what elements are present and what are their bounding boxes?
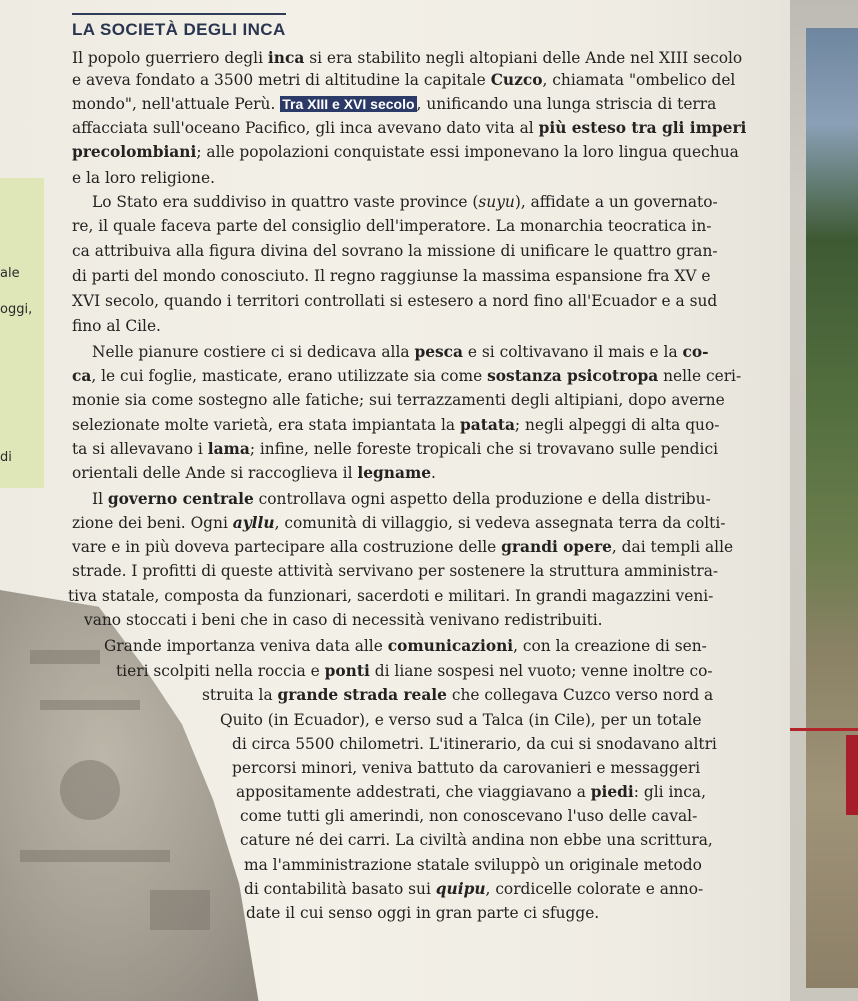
margin-note: ale <box>0 266 20 281</box>
text-run: monie sia come sostegno alle fatiche; sui terrazzamenti degli altipiani, dopo averne <box>72 391 725 409</box>
bold-term: co- <box>682 343 709 361</box>
text-line <box>246 903 599 923</box>
red-tab <box>846 735 858 815</box>
bold-term: più esteso tra gli imperi <box>538 119 747 137</box>
bold-term: piedi <box>590 783 634 801</box>
text-run: Il popolo guerriero degli <box>72 49 268 67</box>
text-run: fino al Cile. <box>72 317 161 335</box>
text-line <box>84 610 603 630</box>
text-line <box>72 168 215 188</box>
text-line <box>72 316 161 336</box>
text-line <box>92 192 718 212</box>
text-run: e la loro religione. <box>72 169 215 187</box>
text-run: Lo Stato era suddiviso in quattro vaste province ( <box>92 193 479 211</box>
text-line <box>244 855 702 875</box>
bold-term: ayllu <box>232 514 275 532</box>
text-line <box>232 734 717 754</box>
text-line <box>72 537 733 557</box>
text-run: di contabilità basato sui <box>244 880 436 898</box>
bold-term: patata <box>460 416 515 434</box>
text-line <box>92 489 711 509</box>
text-line <box>116 661 713 681</box>
text-run: strade. I profitti di queste attività servivano per sostenere la struttura amministra- <box>72 562 719 580</box>
highlighted-term: Tra XIII e XVI secolo <box>282 96 415 112</box>
bold-term: sostanza psicotropa <box>487 367 659 385</box>
text-line <box>72 390 725 410</box>
bold-term: grande strada reale <box>277 686 447 704</box>
text-run: XVI secolo, quando i territori controllati si estesero a nord fino all'Ecuador e a sud <box>72 292 718 310</box>
text-run: , unificando una lunga striscia di terra <box>416 95 717 113</box>
text-line <box>68 586 713 606</box>
text-line <box>232 758 700 778</box>
text-run: selezionate molte varietà, era stata impiantata la <box>72 416 461 434</box>
text-line <box>72 463 436 483</box>
margin-note: di <box>0 450 12 465</box>
text-run: percorsi minori, veniva battuto da carovanieri e messaggeri <box>232 759 701 777</box>
text-run: , chiamata "ombelico del <box>542 71 736 89</box>
text-run: vano stoccati i beni che in caso di necessità venivano redistribuiti. <box>84 611 603 629</box>
text-line <box>72 94 716 114</box>
text-run: . <box>431 464 436 482</box>
text-run: Grande importanza veniva data alle <box>104 637 388 655</box>
text-run: nelle ceri- <box>658 367 742 385</box>
text-run: e si coltivavano il mais e la <box>463 343 683 361</box>
text-run: di circa 5500 chilometri. L'itinerario, da cui si snodavano altri <box>232 735 717 753</box>
text-line <box>244 879 703 899</box>
margin-note: oggi, <box>0 302 33 317</box>
text-run: cature né dei carri. La civiltà andina non ebbe una scrittura, <box>240 831 713 849</box>
text-line <box>220 710 701 730</box>
text-run: mondo", nell'attuale Perù. <box>72 95 281 113</box>
bold-term: precolombiani <box>72 143 197 161</box>
text-run: tiva statale, composta da funzionari, sacerdoti e militari. In grandi magazzini veni- <box>68 587 714 605</box>
text-line <box>92 342 709 362</box>
bold-term: grandi opere <box>501 538 612 556</box>
text-line <box>72 70 735 90</box>
section-title: LA SOCIETÀ DEGLI INCA <box>72 20 286 39</box>
text-run: , cordicelle colorate e anno- <box>485 880 704 898</box>
text-line <box>72 241 718 261</box>
text-run: ), affidate a un governato- <box>514 193 718 211</box>
bold-term: quipu <box>435 880 486 898</box>
text-run: struita la <box>202 686 278 704</box>
bold-term: ponti <box>324 662 370 680</box>
text-run: come tutti gli amerindi, non conoscevano l'uso delle caval- <box>240 807 698 825</box>
margin-sidebar <box>0 178 44 488</box>
text-run: , comunità di villaggio, si vedeva assegnata terra da colti- <box>274 514 726 532</box>
text-run: appositamente addestrati, che viaggiavano a <box>236 783 591 801</box>
text-run: e aveva fondato a 3500 metri di altitudine la capitale <box>72 71 491 89</box>
text-line <box>240 830 713 850</box>
text-run: date il cui senso oggi in gran parte ci sfugge. <box>246 904 600 922</box>
text-run: ca attribuiva alla figura divina del sovrano la missione di unificare le quattro gran- <box>72 242 718 260</box>
text-line <box>72 291 717 311</box>
text-run: zione dei beni. Ogni <box>72 514 233 532</box>
bold-term: legname <box>357 464 432 482</box>
bold-term: inca <box>267 49 305 67</box>
text-run: ; infine, nelle foreste tropicali che si trovavano sulle pendici <box>249 440 718 458</box>
text-run: che collegava Cuzco verso nord a <box>446 686 714 704</box>
landscape-photo <box>806 28 858 988</box>
section-rule <box>72 13 286 15</box>
text-line <box>72 366 741 386</box>
text-run: di liane sospesi nel vuoto; venne inoltre co- <box>369 662 713 680</box>
text-run: , le cui foglie, masticate, erano utilizzate sia come <box>91 367 488 385</box>
text-line <box>236 782 706 802</box>
text-line <box>202 685 713 705</box>
text-run: vare e in più doveva partecipare alla costruzione delle <box>72 538 502 556</box>
text-run: , con la creazione di sen- <box>513 637 707 655</box>
bold-term: lama <box>207 440 250 458</box>
text-line <box>72 415 719 435</box>
red-divider <box>790 728 858 731</box>
text-run: si era stabilito negli altopiani delle Ande nel XIII secolo <box>304 49 743 67</box>
text-run: re, il quale faceva parte del consiglio dell'imperatore. La monarchia teocratica in- <box>72 217 712 235</box>
text-line <box>72 266 710 286</box>
text-run: ; alle popolazioni conquistate essi imponevano la loro lingua quechua <box>196 143 739 161</box>
bold-term: ca <box>72 367 92 385</box>
text-run: affacciata sull'oceano Pacifico, gli inca avevano dato vita al <box>72 119 539 137</box>
text-run: ; negli alpeggi di alta quo- <box>514 416 720 434</box>
bold-term: comunicazioni <box>387 637 514 655</box>
text-run: : gli inca, <box>633 783 706 801</box>
text-line <box>240 806 697 826</box>
text-run: , dai templi alle <box>611 538 734 556</box>
text-line <box>72 216 711 236</box>
text-run: di parti del mondo conosciuto. Il regno raggiunse la massima espansione fra XV e <box>72 267 711 285</box>
bold-term: Cuzco <box>490 71 543 89</box>
bold-term: pesca <box>414 343 463 361</box>
text-line <box>72 439 718 459</box>
text-run: Nelle pianure costiere ci si dedicava alla <box>92 343 415 361</box>
text-run: suyu <box>478 193 515 211</box>
text-line <box>72 48 742 68</box>
text-run: ma l'amministrazione statale sviluppò un originale metodo <box>244 856 702 874</box>
text-run: tieri scolpiti nella roccia e <box>116 662 325 680</box>
bold-term: governo centrale <box>107 490 254 508</box>
text-run: ta si allevavano i <box>72 440 208 458</box>
text-run: controllava ogni aspetto della produzione e della distribu- <box>253 490 711 508</box>
text-run: Quito (in Ecuador), e verso sud a Talca (in Cile), per un totale <box>220 711 702 729</box>
text-line <box>104 636 707 656</box>
text-run: Il <box>92 490 108 508</box>
text-line <box>72 513 725 533</box>
text-line <box>72 142 739 162</box>
text-line <box>72 561 718 581</box>
text-run: orientali delle Ande si raccoglieva il <box>72 464 358 482</box>
text-line <box>72 118 746 138</box>
